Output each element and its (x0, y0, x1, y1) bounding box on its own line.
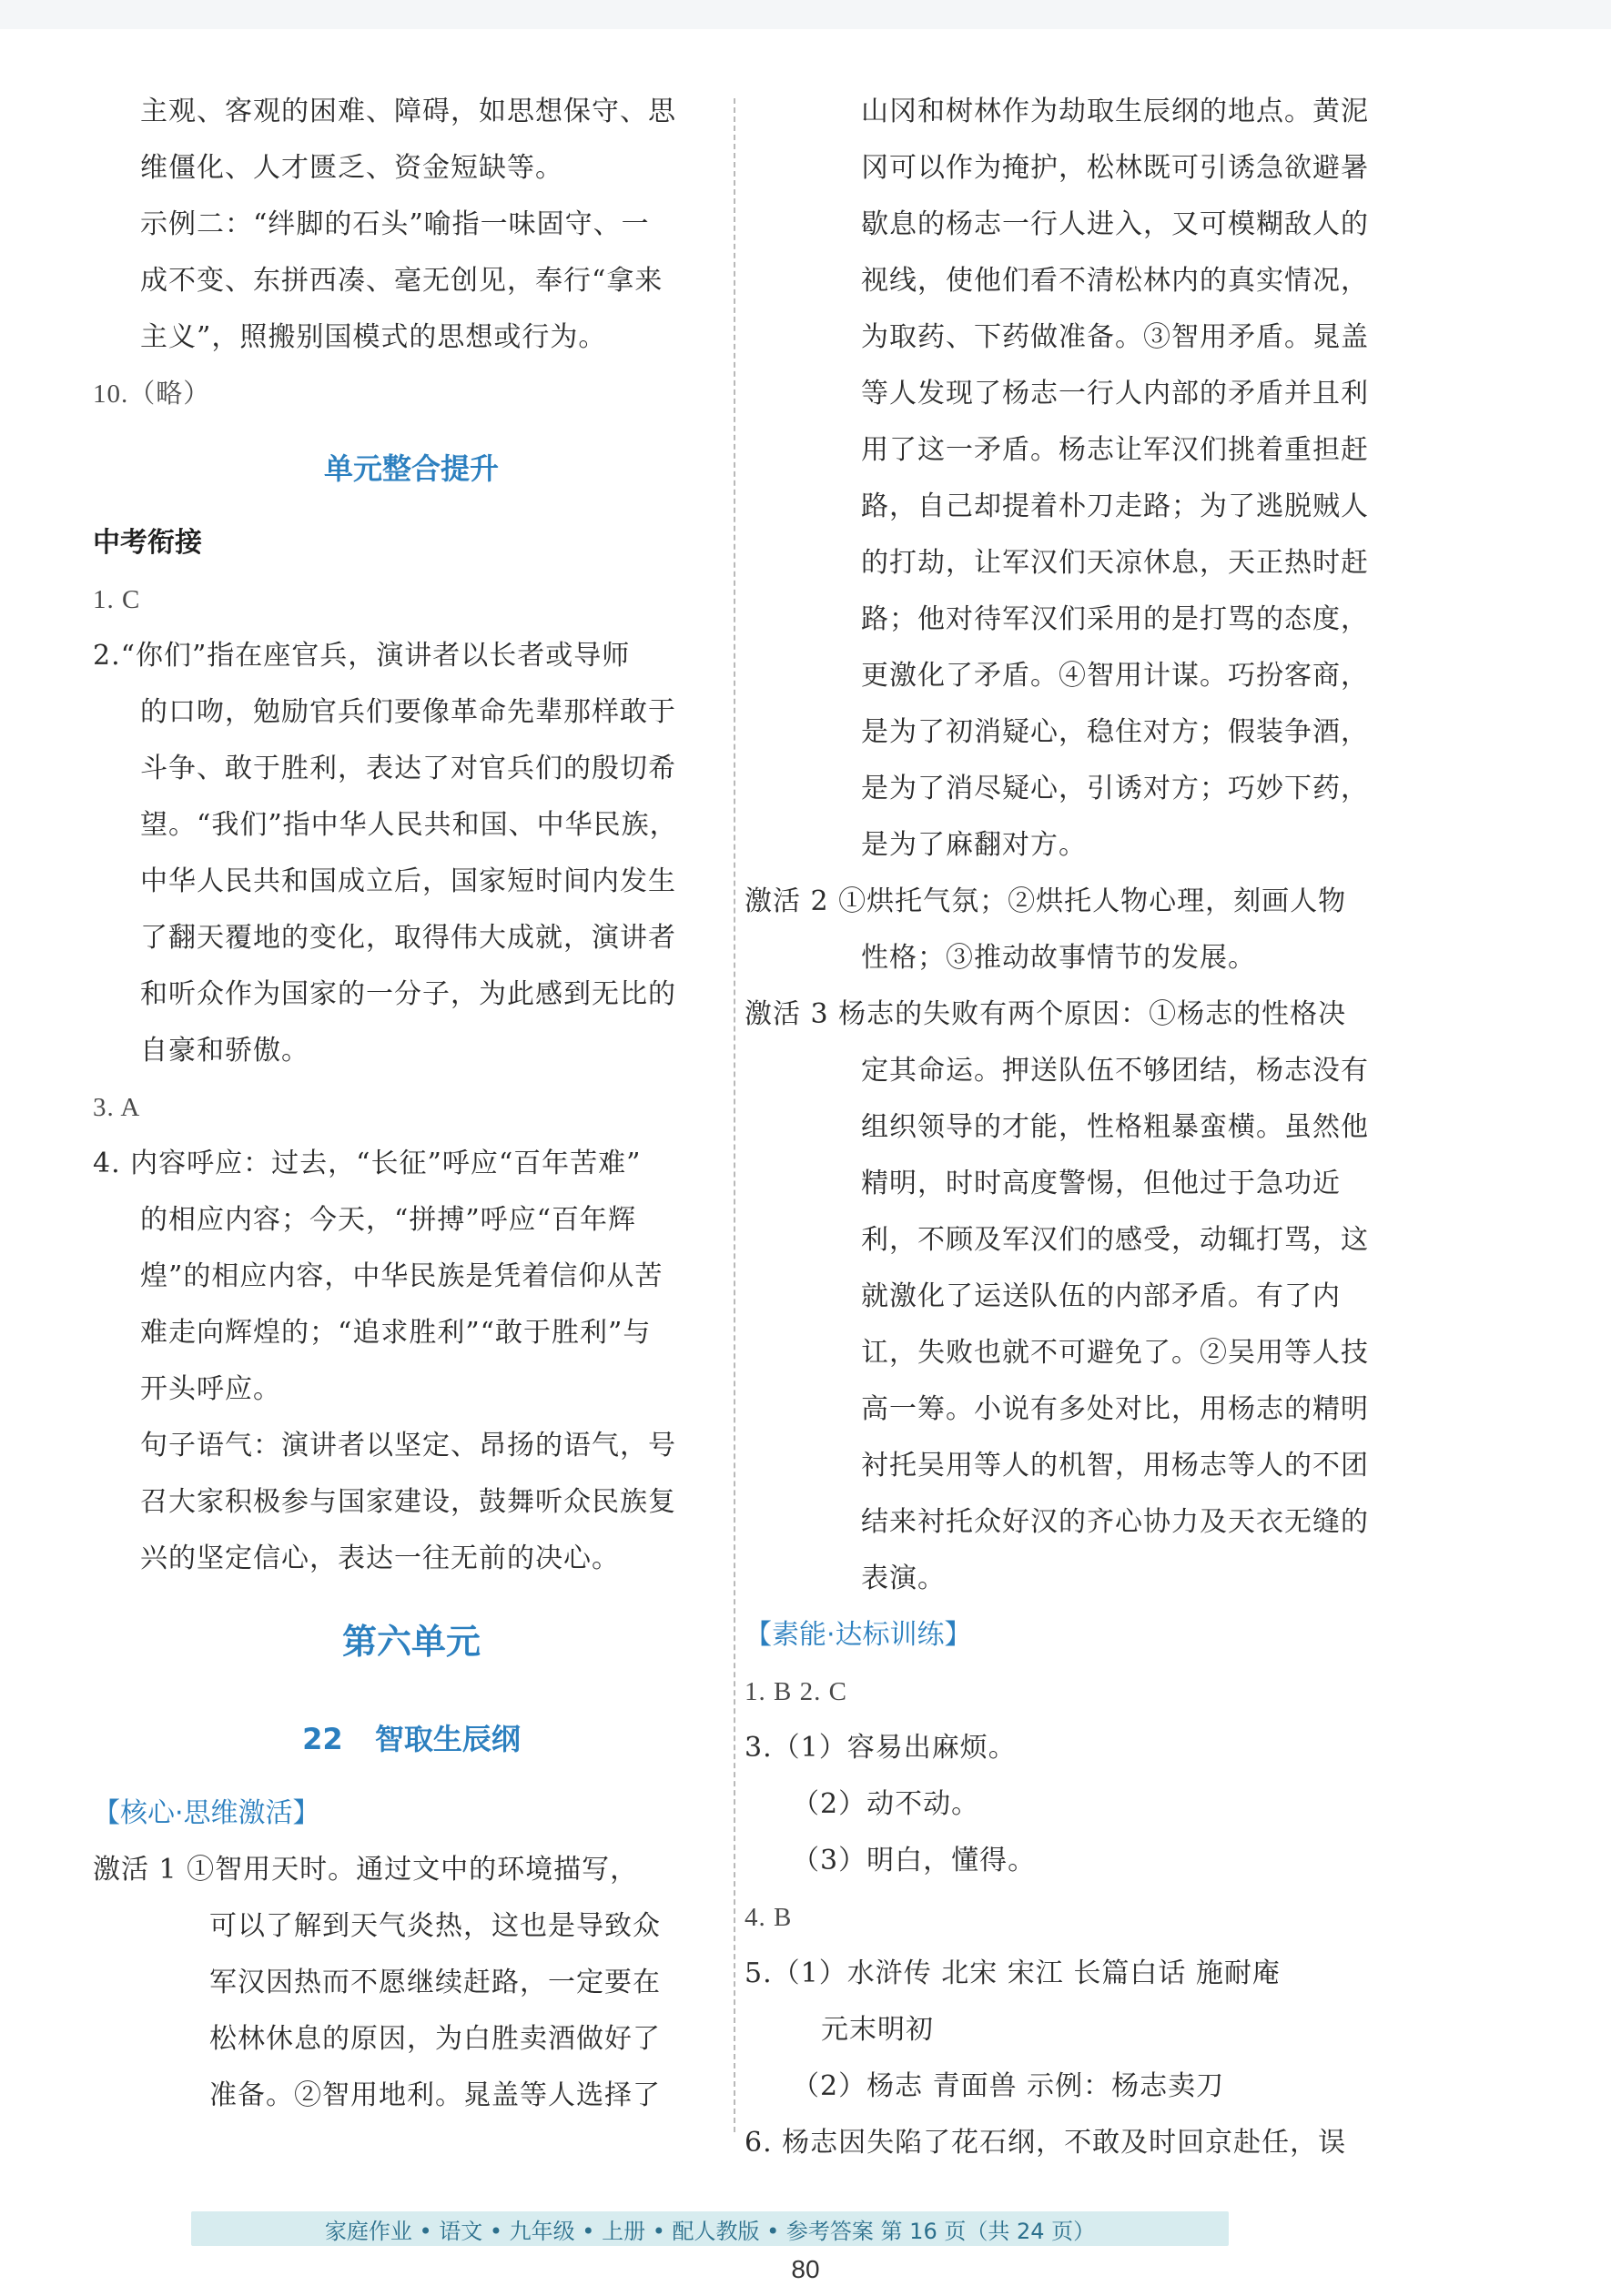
text-line: （2）杨志 青面兽 示例：杨志卖刀 (792, 2070, 1225, 2102)
column-divider (734, 98, 735, 2132)
text-line: 开头呼应。 (140, 1373, 281, 1405)
activation-1: 激活 1 ①智用天时。通过文中的环境描写， (93, 1854, 639, 1886)
text-line: 高一筹。小说有多处对比，用杨志的精明 (861, 1393, 1369, 1425)
text-line: 的打劫，让军汉们天凉休息，天正热时赶 (861, 547, 1369, 579)
text-line: 路；他对待军汉们采用的是打骂的态度， (861, 603, 1369, 635)
text-line: 歇息的杨志一行人进入，又可模糊敌人的 (861, 208, 1369, 240)
text-line: 视线，使他们看不清松林内的真实情况， (861, 265, 1369, 297)
text-line: 和听众作为国家的一分子，为此感到无比的 (140, 978, 676, 1010)
text-line: 斗争、敢于胜利，表达了对官兵们的殷切希 (140, 753, 676, 784)
text-line: 成不变、东拼西凑、毫无创见，奉行“拿来 (140, 265, 664, 297)
left-column (93, 84, 730, 2124)
text-line: 表演。 (861, 1563, 946, 1594)
section-label-core: 【核心·思维激活】 (93, 1797, 320, 1829)
answer-item-3: 3.（1）容易出麻烦。 (745, 1732, 1017, 1764)
text-line: 是为了消尽疑心，引诱对方；巧妙下药， (861, 773, 1369, 804)
text-line: 为取药、下药做准备。③智用矛盾。晁盖 (861, 321, 1369, 353)
text-line: 精明，时时高度警惕，但他过于急功近 (861, 1168, 1341, 1199)
text-line: 就激化了运送队伍的内部矛盾。有了内 (861, 1280, 1341, 1312)
answer-item-5: 5.（1）水浒传 北宋 宋江 长篇白话 施耐庵 (745, 1957, 1281, 1989)
text-line: 主义”，照搬别国模式的思想或行为。 (140, 321, 607, 353)
text-line: 组织领导的才能，性格粗暴蛮横。虽然他 (861, 1111, 1369, 1143)
subhead-zhongkao: 中考衔接 (93, 527, 202, 559)
right-column (745, 84, 1425, 2171)
text-line: 维僵化、人才匮乏、资金短缺等。 (140, 152, 563, 184)
text-line: 等人发现了杨志一行人内部的矛盾并且利 (861, 378, 1369, 410)
text-line: 用了这一矛盾。杨志让军汉们挑着重担赶 (861, 434, 1369, 466)
text-line: 主观、客观的困难、障碍，如思想保守、思 (140, 96, 676, 127)
text-line: 中华人民共和国成立后，国家短时间内发生 (140, 865, 676, 897)
text-line: 望。“我们”指中华人民共和国、中华民族， (140, 809, 678, 841)
text-line: 兴的坚定信心，表达一往无前的决心。 (140, 1542, 620, 1574)
answer-item-1-2: 1. B 2. C (745, 1677, 847, 1706)
answer-item-1: 1. C (93, 585, 141, 614)
footer-bar (191, 2211, 1229, 2246)
text-line: 示例二：“绊脚的石头”喻指一味固守、一 (140, 208, 650, 240)
text-line: 煌”的相应内容，中华民族是凭着信仰从苦 (140, 1260, 664, 1292)
text-line: 冈可以作为掩护，松林既可引诱急欲避暑 (861, 152, 1369, 184)
text-line: 路，自己却提着朴刀走路；为了逃脱贼人 (861, 491, 1369, 522)
text-line: 元末明初 (821, 2014, 934, 2046)
text-line: （3）明白，懂得。 (792, 1845, 1037, 1876)
page-number: 80 (791, 2255, 820, 2283)
text-line: （2）动不动。 (792, 1788, 980, 1820)
text-line: 准备。②智用地利。晁盖等人选择了 (209, 2079, 661, 2111)
text-line: 自豪和骄傲。 (140, 1035, 309, 1067)
text-line: 山冈和树林作为劫取生辰纲的地点。黄泥 (861, 96, 1369, 127)
answer-item-3: 3. A (93, 1093, 141, 1122)
text-line: 召大家积极参与国家建设，鼓舞听众民族复 (140, 1486, 676, 1518)
answer-item-6: 6. 杨志因失陷了花石纲，不敢及时回京赴任，误 (745, 2127, 1347, 2159)
text-line: 衬托吴用等人的机智，用杨志等人的不团 (861, 1450, 1369, 1482)
text-line: 是为了初消疑心，稳住对方；假装争酒， (861, 716, 1369, 748)
text-line: 可以了解到天气炎热，这也是导致众 (209, 1910, 661, 1942)
text-line: 句子语气：演讲者以坚定、昂扬的语气，号 (140, 1430, 676, 1462)
lesson-title: 22 智取生辰纲 (302, 1722, 521, 1756)
text-line: 的相应内容；今天，“拼搏”呼应“百年辉 (140, 1204, 637, 1236)
text-line: 定其命运。押送队伍不够团结，杨志没有 (861, 1055, 1369, 1087)
top-band (0, 0, 1611, 29)
text-line: 结来衬托众好汉的齐心协力及天衣无缝的 (861, 1506, 1369, 1538)
answer-item-4: 4. B (745, 1903, 793, 1932)
activation-2: 激活 2 ①烘托气氛；②烘托人物心理，刻画人物 (745, 885, 1347, 917)
text-line: 军汉因热而不愿继续赶路，一定要在 (209, 1967, 661, 1998)
activation-3: 激活 3 杨志的失败有两个原因：①杨志的性格决 (745, 998, 1347, 1030)
answer-item-10: 10.（略） (93, 379, 211, 409)
answer-item-2: 2.“你们”指在座官兵，演讲者以长者或导师 (93, 640, 631, 672)
section-title: 单元整合提升 (323, 451, 499, 486)
text-line: 的口吻，勉励官兵们要像革命先辈那样敢于 (140, 696, 676, 728)
text-line: 了翻天覆地的变化，取得伟大成就，演讲者 (140, 922, 676, 954)
answer-item-4: 4. 内容呼应：过去，“长征”呼应“百年苦难” (93, 1148, 642, 1179)
text-line: 性格；③推动故事情节的发展。 (861, 942, 1256, 974)
section-label-training: 【素能·达标训练】 (745, 1619, 972, 1651)
text-line: 是为了麻翻对方。 (861, 829, 1087, 861)
text-line: 更激化了矛盾。④智用计谋。巧扮客商， (861, 660, 1369, 692)
text-line: 利，不顾及军汉们的感受，动辄打骂，这 (861, 1224, 1369, 1256)
text-line: 松林休息的原因，为白胜卖酒做好了 (209, 2023, 661, 2055)
text-line: 难走向辉煌的；“追求胜利”“敢于胜利”与 (140, 1317, 652, 1349)
footer-text: 家庭作业 • 语文 • 九年级 • 上册 • 配人教版 • 参考答案 第 16 页（共 24 页） (324, 2218, 1096, 2244)
unit-title: 第六单元 (341, 1622, 481, 1662)
text-line: 讧，失败也就不可避免了。②吴用等人技 (861, 1337, 1369, 1369)
